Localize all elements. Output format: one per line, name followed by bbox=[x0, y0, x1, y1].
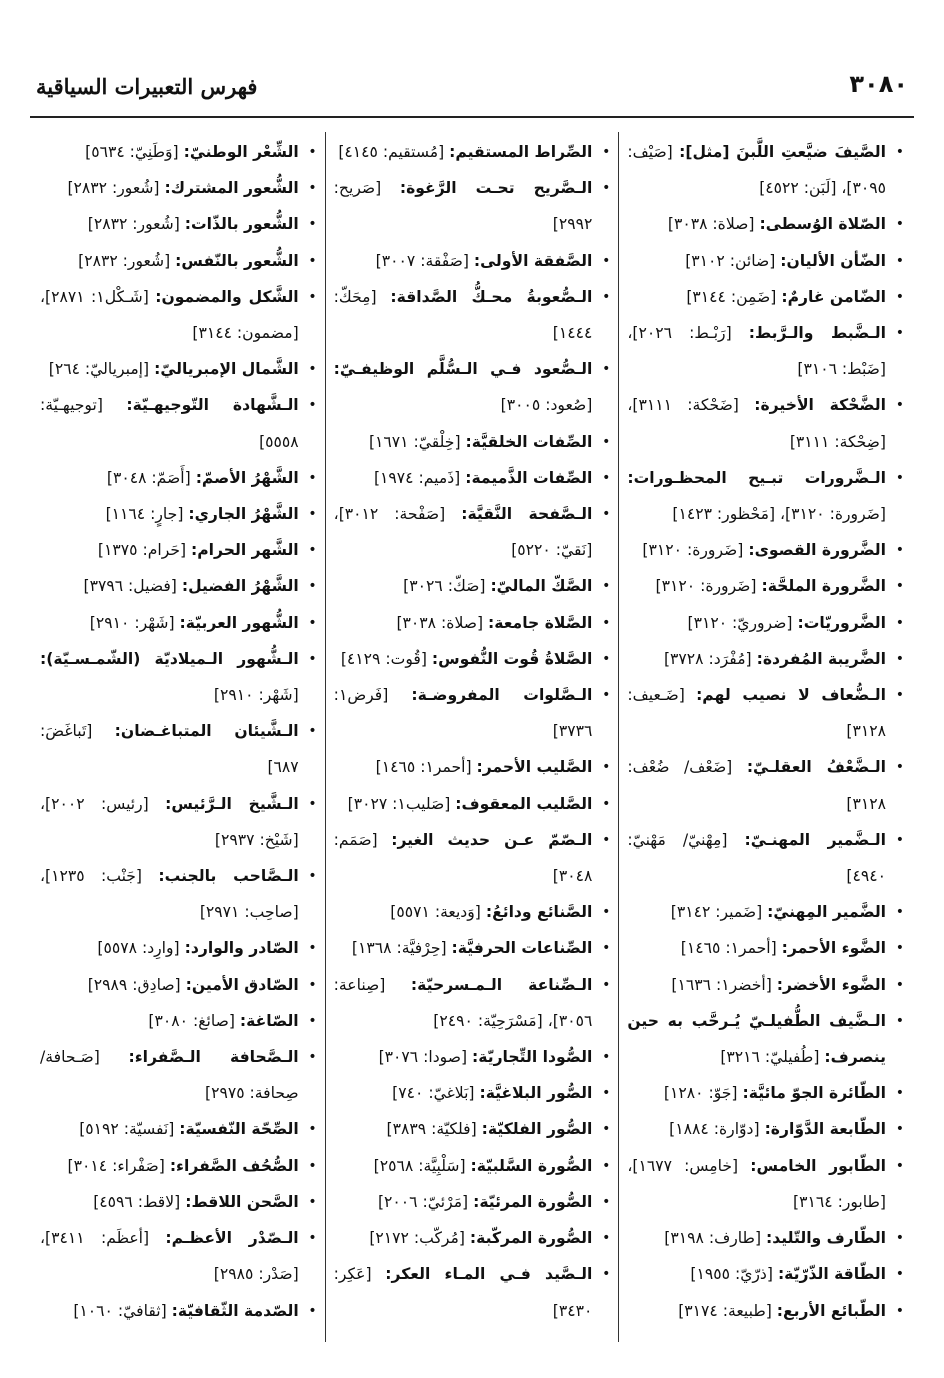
index-entry bbox=[40, 930, 317, 966]
entry-term: الصّادر والوارد: bbox=[184, 939, 299, 958]
entry-term: الشَّمال الإمبرياليّ: bbox=[154, 360, 299, 379]
entry-term: الشَّهر الحرام: bbox=[191, 541, 299, 560]
entry-references: [خامِس: ١٦٧٧]، [طابور: ٣١٦٤] bbox=[627, 1156, 887, 1211]
entry-references: [رَبْـط: ٢٠٢٦]، [ضَبْط: ٣١٠٦] bbox=[627, 324, 887, 379]
index-entry bbox=[334, 134, 611, 170]
entry-references: [حِرْفيَّة: ١٣٦٨] bbox=[351, 939, 447, 958]
index-entry bbox=[40, 1111, 317, 1147]
column-divider bbox=[325, 132, 326, 1342]
entry-term: الصَّكّ الماليّ: bbox=[490, 577, 593, 596]
index-entry bbox=[627, 605, 904, 641]
entry-references: [وَطَنِيّ: ٥٦٣٤] bbox=[85, 143, 179, 161]
entry-term: الصُّحُف الصَّفراء: bbox=[169, 1156, 299, 1175]
entry-references: [صودا: ٣٠٧٦] bbox=[378, 1048, 468, 1067]
entry-references: [طارف: ٣١٩٨] bbox=[664, 1229, 762, 1248]
entry-references: [مُستقيم: ٤١٤٥] bbox=[338, 143, 445, 161]
entry-term: الطّاقة الذّرّيّة: bbox=[777, 1265, 887, 1284]
entry-references: [إمبرياليّ: ٢٦٤] bbox=[48, 360, 150, 379]
entry-references: [شَهْر: ٢٩١٠] bbox=[89, 613, 175, 632]
entry-references: [ذَميم: ١٩٧٤] bbox=[373, 468, 461, 487]
index-entry bbox=[627, 1148, 904, 1220]
entry-term: الـضَّمير المهنـيّ: bbox=[744, 830, 887, 849]
header-rule bbox=[30, 116, 914, 118]
entry-references: [صِناعة: ٣٠٥٦]، [مَسْرَحِيّة: ٢٤٩٠] bbox=[333, 975, 593, 1030]
index-entry bbox=[40, 605, 317, 641]
entry-references: [بَلاغيّ: ٧٤٠] bbox=[392, 1084, 475, 1103]
entry-references: [خِلْقيّ: ١٦٧١] bbox=[368, 432, 461, 451]
index-entry bbox=[334, 1220, 611, 1256]
entry-references: [فضيل: ٣٧٩٦] bbox=[83, 577, 177, 596]
entry-references: [صَريح: ٢٩٩٢] bbox=[333, 179, 593, 234]
entry-term: الـصّدْر الأعظـم: bbox=[165, 1229, 299, 1248]
entry-term: الضَّريبة المُفردة: bbox=[756, 649, 887, 668]
index-entry bbox=[627, 641, 904, 677]
index-entry bbox=[40, 134, 317, 170]
index-entry bbox=[334, 1111, 611, 1147]
entry-term: الصِّفات الذَّميمة: bbox=[465, 468, 593, 487]
entry-term: الـضَّرورات تبـيح المحظـورات: bbox=[627, 468, 887, 487]
entry-term: الطّابور الخامس: bbox=[750, 1156, 887, 1175]
index-entry bbox=[334, 749, 611, 785]
entry-term: الـضَّيف الطُّفيلـيّ يُـرحَّب به حين ينصرف: bbox=[627, 1011, 887, 1067]
entry-references: [شُعور: ٢٨٣٢] bbox=[67, 179, 160, 198]
entry-term: الضَّوء الأحمر: bbox=[781, 939, 887, 958]
entry-term: الصَّنائع ودائعُ: bbox=[485, 903, 593, 922]
index-entry bbox=[627, 930, 904, 966]
entry-references: [صُعود: ٣٠٠٥] bbox=[500, 396, 593, 415]
index-entry bbox=[334, 1148, 611, 1184]
entry-references: [مُفْرَد: ٣٧٢٨] bbox=[663, 649, 752, 668]
index-entry bbox=[627, 1256, 904, 1292]
entry-references: [ضَرورة: ٣١٢٠] bbox=[642, 541, 744, 560]
index-entry bbox=[40, 713, 317, 785]
entry-references: [أحمر١: ١٤٦٥] bbox=[680, 939, 777, 958]
index-entry bbox=[40, 967, 317, 1003]
entry-term: الصِّناعات الحرفيَّة: bbox=[451, 939, 593, 958]
entry-term: الصُّورة المركّبة: bbox=[469, 1229, 593, 1248]
index-entry bbox=[627, 134, 904, 206]
entry-term: الصَّلاةُ قُوت النُّفوس: bbox=[431, 649, 593, 668]
entry-term: الشُّهور العربيّة: bbox=[179, 613, 299, 632]
page-number: ٣٠٨٠ bbox=[849, 70, 908, 98]
index-entry bbox=[40, 387, 317, 459]
entry-references: [فلكيّة: ٣٨٣٩] bbox=[386, 1120, 477, 1139]
index-entry bbox=[627, 1075, 904, 1111]
index-entry bbox=[40, 641, 317, 713]
entry-term: الطّارف والتّليد: bbox=[766, 1229, 887, 1248]
entry-term: الـصَّاحب بالجنب: bbox=[158, 867, 299, 886]
entry-term: الضّأن الأليان: bbox=[780, 251, 887, 270]
entry-term: الـضَّبط والـرَّبط: bbox=[748, 324, 886, 343]
entry-term: الـضُّعاف لا نصيب لهم: bbox=[696, 686, 887, 705]
entry-references: [جَوّ: ١٢٨٠] bbox=[663, 1084, 738, 1103]
index-entry bbox=[40, 1148, 317, 1184]
entry-term: الـشَّهادة التّوجيهـيّة: bbox=[126, 396, 299, 415]
entry-term: الـشَّيئان المتباغـضان: bbox=[114, 722, 299, 741]
entry-references: [توجيهـيّة: ٥٥٥٨] bbox=[40, 396, 299, 451]
entry-term: الضَّرورة القصوى: bbox=[748, 541, 887, 560]
index-entry bbox=[334, 930, 611, 966]
entry-references: [ذرّيّ: ١٩٥٥] bbox=[690, 1265, 773, 1284]
entry-term: الصِّحّة النّفسيّة: bbox=[179, 1120, 299, 1139]
column-left bbox=[619, 128, 912, 1342]
entry-references: [رئيس: ٢٠٠٢]، [شَيْخ: ٢٩٣٧] bbox=[40, 794, 299, 849]
index-entry bbox=[40, 568, 317, 604]
column-divider bbox=[618, 132, 619, 1342]
index-entry bbox=[40, 170, 317, 206]
index-entry bbox=[627, 460, 904, 532]
entry-term: الـصَّريح تحـت الرَّغوة: bbox=[399, 179, 593, 198]
entry-references: [شَهْر: ٢٩١٠] bbox=[213, 686, 299, 705]
column-middle bbox=[326, 128, 619, 1342]
index-entry bbox=[627, 206, 904, 242]
entry-references: [جارٍ: ١١٦٤] bbox=[105, 505, 184, 524]
index-entry bbox=[334, 786, 611, 822]
entry-references: [أحمر١: ١٤٦٥] bbox=[375, 758, 472, 777]
entry-term: الصَّيفَ ضيَّعتِ اللَّبنَ [مثل]: bbox=[679, 143, 886, 161]
index-entry bbox=[627, 1293, 904, 1329]
index-entry bbox=[627, 568, 904, 604]
entry-term: الـضَّعْفُ العقلـيّ: bbox=[746, 758, 887, 777]
entry-term: الشَّهْرُ الأصمّ: bbox=[195, 468, 299, 487]
entry-references: [ضَحْكة: ٣١١١]، [ضِحْكة: ٣١١١] bbox=[627, 396, 887, 451]
index-entry bbox=[40, 1220, 317, 1292]
entry-term: الصّادق الأمين: bbox=[185, 975, 299, 994]
index-entry bbox=[627, 1111, 904, 1147]
entry-term: الصَّحن اللاقط: bbox=[185, 1192, 299, 1211]
entry-term: الشَّكل والمضمون: bbox=[155, 287, 299, 306]
entry-term: الصِّراط المستقيم: bbox=[449, 143, 593, 161]
entry-term: الـصَّلوات المفروضـة: bbox=[411, 686, 593, 705]
entry-references: [ضائن: ٣١٠٢] bbox=[685, 251, 776, 270]
index-entry bbox=[627, 387, 904, 459]
entry-term: الصُّورة السَّلبيّة: bbox=[470, 1156, 593, 1175]
index-entry bbox=[334, 568, 611, 604]
entry-term: الصَّفقة الأولى: bbox=[473, 251, 593, 270]
entry-term: الصُّورة المرئيّة: bbox=[473, 1192, 593, 1211]
index-entry bbox=[627, 1220, 904, 1256]
index-entry bbox=[40, 460, 317, 496]
index-entry bbox=[40, 532, 317, 568]
entry-references: [أَصَمّ: ٣٠٤٨] bbox=[106, 468, 191, 487]
entry-term: الطّابعة الدَّوّارة: bbox=[764, 1120, 887, 1139]
entry-term: الـصُّعود فـي الـسُّلَّم الوظيفـيّ: bbox=[333, 360, 593, 379]
entry-references: [ضَرورة: ٣١٢٠]، [مَحْظور: ١٤٢٣] bbox=[672, 505, 887, 524]
entry-references: [صَليب١: ٣٠٢٧] bbox=[347, 794, 451, 813]
entry-references: [صَفْحة: ٣٠١٢]، [نَقيّ: ٥٢٢٠] bbox=[333, 505, 593, 560]
entry-references: [صَفْقة: ٣٠٠٧] bbox=[375, 251, 469, 270]
entry-references: [صَكّ: ٣٠٢٦] bbox=[403, 577, 486, 596]
entry-references: [ضروريّ: ٣١٢٠] bbox=[687, 613, 793, 632]
entry-references: [نَفسيّة: ٥١٩٢] bbox=[79, 1120, 175, 1139]
index-entry bbox=[334, 170, 611, 242]
entry-term: الـشَّيخ الـرَّئيس: bbox=[165, 794, 299, 813]
entry-references: [سَلْبِيَّة: ٢٥٦٨] bbox=[373, 1156, 466, 1175]
entry-term: الطّبائع الأربع: bbox=[776, 1301, 887, 1320]
index-entry bbox=[334, 279, 611, 351]
entry-term: الصَّليب المعقوف: bbox=[455, 794, 593, 813]
index-columns bbox=[32, 128, 912, 1342]
index-entry bbox=[40, 858, 317, 930]
index-entry bbox=[334, 351, 611, 423]
index-entry bbox=[627, 822, 904, 894]
entry-references: [جَنْب: ١٢٣٥]، [صاحِب: ٢٩٧١] bbox=[40, 867, 299, 922]
entry-references: [صَمَم: ٣٠٤٨] bbox=[333, 830, 593, 886]
entry-references: [وَديعة: ٥٥٧١] bbox=[390, 903, 481, 922]
entry-references: [مُركّب: ٢١٧٢] bbox=[369, 1229, 465, 1248]
entry-term: الصّدمة الثّقافيّة: bbox=[171, 1301, 299, 1320]
index-entry bbox=[334, 894, 611, 930]
entry-term: الـصَّفحة النَّقيَّة: bbox=[461, 505, 593, 524]
index-entry bbox=[40, 1184, 317, 1220]
entry-term: الصِّفات الخلقيَّة: bbox=[465, 432, 593, 451]
entry-references: [مِهْنيّ/ مَهْنيّ: ٤٩٤٠] bbox=[627, 830, 887, 886]
running-title: فهرس التعبيرات السياقية bbox=[36, 74, 258, 99]
index-entry bbox=[627, 279, 904, 315]
index-entry bbox=[334, 243, 611, 279]
entry-term: الصّلاة الوُسطى: bbox=[759, 215, 887, 234]
entry-term: الـصَّيد فـي المـاء العكر: bbox=[385, 1265, 593, 1284]
index-entry bbox=[334, 677, 611, 749]
entry-references: [ضَرورة: ٣١٢٠] bbox=[655, 577, 757, 596]
entry-term: الـصّمّ عـن حديث الغير: bbox=[391, 830, 593, 849]
index-entry bbox=[627, 677, 904, 749]
entry-term: الضَّرورة الملحَّة: bbox=[761, 577, 887, 596]
index-entry bbox=[334, 967, 611, 1039]
entry-term: الـصُّعوبةُ محـكُّ الصَّداقة: bbox=[390, 287, 593, 306]
entry-references: [أخضر١: ١٦٣٦] bbox=[671, 975, 772, 994]
index-entry bbox=[334, 822, 611, 894]
entry-references: [ضَمِن: ٣١٤٤] bbox=[686, 287, 777, 306]
entry-references: [ضَـعيف: ٣١٢٨] bbox=[627, 686, 887, 741]
entry-term: الضَّوء الأخضر: bbox=[776, 975, 887, 994]
entry-references: [شَـكْل١: ٢٨٧١]، [مضمون: ٣١٤٤] bbox=[40, 287, 299, 343]
entry-references: [دوّارة: ١٨٨٤] bbox=[669, 1120, 760, 1139]
entry-term: الضَّروريّات: bbox=[797, 613, 887, 632]
index-entry bbox=[334, 1039, 611, 1075]
entry-references: [مَرْئيّ: ٢٠٠٦] bbox=[377, 1192, 469, 1211]
index-entry bbox=[334, 460, 611, 496]
entry-term: الصَّليب الأحمر: bbox=[476, 758, 593, 777]
index-entry bbox=[627, 749, 904, 821]
entry-term: الصُّور الفلكيّة: bbox=[481, 1120, 593, 1139]
entry-references: [ضَعْف/ ضُعْف: ٣١٢٨] bbox=[627, 758, 887, 813]
entry-references: [طُفيليّ: ٣٢١٦] bbox=[720, 1048, 820, 1067]
entry-term: الشِّعْر الوطنيّ: bbox=[183, 143, 299, 161]
entry-references: [تَباغَضَ: ٦٨٧] bbox=[40, 722, 299, 777]
entry-references: [حَرام: ١٣٧٥] bbox=[97, 541, 187, 560]
entry-references: [قُوت: ٤١٢٩] bbox=[340, 649, 427, 668]
entry-term: الصَّلاة جامعة: bbox=[488, 613, 593, 632]
index-entry bbox=[334, 1256, 611, 1328]
entry-references: [لاقط: ٤٥٩٦] bbox=[93, 1192, 181, 1211]
entry-references: [وارِد: ٥٥٧٨] bbox=[97, 939, 180, 958]
index-entry bbox=[334, 496, 611, 568]
entry-references: [صائغ: ٣٠٨٠] bbox=[148, 1011, 235, 1030]
index-entry bbox=[627, 967, 904, 1003]
entry-term: الـشُّهور الـميلاديّة (الشّمـسـيّة): bbox=[40, 649, 299, 668]
entry-term: الضَّمير المِهنيّ: bbox=[767, 903, 887, 922]
index-entry bbox=[334, 1075, 611, 1111]
entry-term: الطّائرة الجوّ مائيَّة: bbox=[742, 1084, 887, 1103]
index-entry bbox=[40, 1003, 317, 1039]
index-entry bbox=[627, 243, 904, 279]
index-entry bbox=[40, 496, 317, 532]
entry-term: الضّامن غارمٌ: bbox=[781, 287, 887, 306]
index-entry bbox=[627, 532, 904, 568]
entry-references: [صَـحافة/ صِحافة: ٢٩٧٥] bbox=[40, 1048, 299, 1103]
entry-term: الصُّودا التِّجاريّة: bbox=[472, 1048, 593, 1067]
index-entry bbox=[40, 243, 317, 279]
index-entry bbox=[334, 605, 611, 641]
index-entry bbox=[40, 1293, 317, 1329]
entry-references: [شُعور: ٢٨٣٢] bbox=[87, 215, 180, 234]
entry-references: [ضَمير: ٣١٤٢] bbox=[670, 903, 763, 922]
entry-term: الضَّحْكة الأخيرة: bbox=[754, 396, 887, 415]
entry-term: الشُّعور بالذّات: bbox=[184, 215, 299, 234]
index-entry bbox=[334, 641, 611, 677]
entry-references: [صادِق: ٢٩٨٩] bbox=[87, 975, 181, 994]
entry-term: الشَّهْرُ الجاري: bbox=[188, 505, 299, 524]
entry-term: الصُّور البلاغيَّة: bbox=[479, 1084, 593, 1103]
index-entry bbox=[40, 1039, 317, 1111]
entry-term: الشَّهْرُ الفضيل: bbox=[181, 577, 299, 596]
index-entry bbox=[40, 279, 317, 351]
entry-references: [فَرض١: ٣٧٣٦] bbox=[333, 686, 593, 741]
entry-references: [صلاة: ٣٠٣٨] bbox=[667, 215, 755, 234]
entry-references: [عَكِر: ٣٤٣٠] bbox=[333, 1265, 593, 1320]
entry-term: الشُّعور بالنّفس: bbox=[175, 251, 299, 270]
entry-references: [ثقافيّ: ١٠٦٠] bbox=[73, 1301, 167, 1320]
index-entry bbox=[40, 206, 317, 242]
entry-references: [صلاة: ٣٠٣٨] bbox=[396, 613, 484, 632]
index-entry bbox=[334, 1184, 611, 1220]
index-entry bbox=[40, 351, 317, 387]
entry-references: [طبيعة: ٣١٧٤] bbox=[678, 1301, 772, 1320]
index-entry bbox=[627, 1003, 904, 1075]
entry-term: الـصَّحافة الـصَّفراء: bbox=[128, 1048, 299, 1067]
entry-references: [صَيْف: ٣٠٩٥]، [لَبَن: ٤٥٢٢] bbox=[627, 143, 887, 198]
entry-references: [أعظَم: ٣٤١١]، [صَدْر: ٢٩٨٥] bbox=[40, 1229, 299, 1284]
index-entry bbox=[627, 894, 904, 930]
entry-references: [مِحَكّ: ١٤٤٤] bbox=[333, 287, 593, 343]
entry-term: الـصِّناعة الـمـسرحيّة: bbox=[410, 975, 593, 994]
column-right bbox=[32, 128, 325, 1342]
entry-term: الصّاغة: bbox=[239, 1011, 299, 1030]
page-header bbox=[30, 70, 914, 110]
index-entry bbox=[334, 424, 611, 460]
index-entry bbox=[627, 315, 904, 387]
entry-references: [صَفْراء: ٣٠١٤] bbox=[67, 1156, 165, 1175]
entry-references: [شُعور: ٢٨٣٢] bbox=[78, 251, 171, 270]
index-entry bbox=[40, 786, 317, 858]
entry-term: الشُّعور المشترك: bbox=[164, 179, 299, 198]
